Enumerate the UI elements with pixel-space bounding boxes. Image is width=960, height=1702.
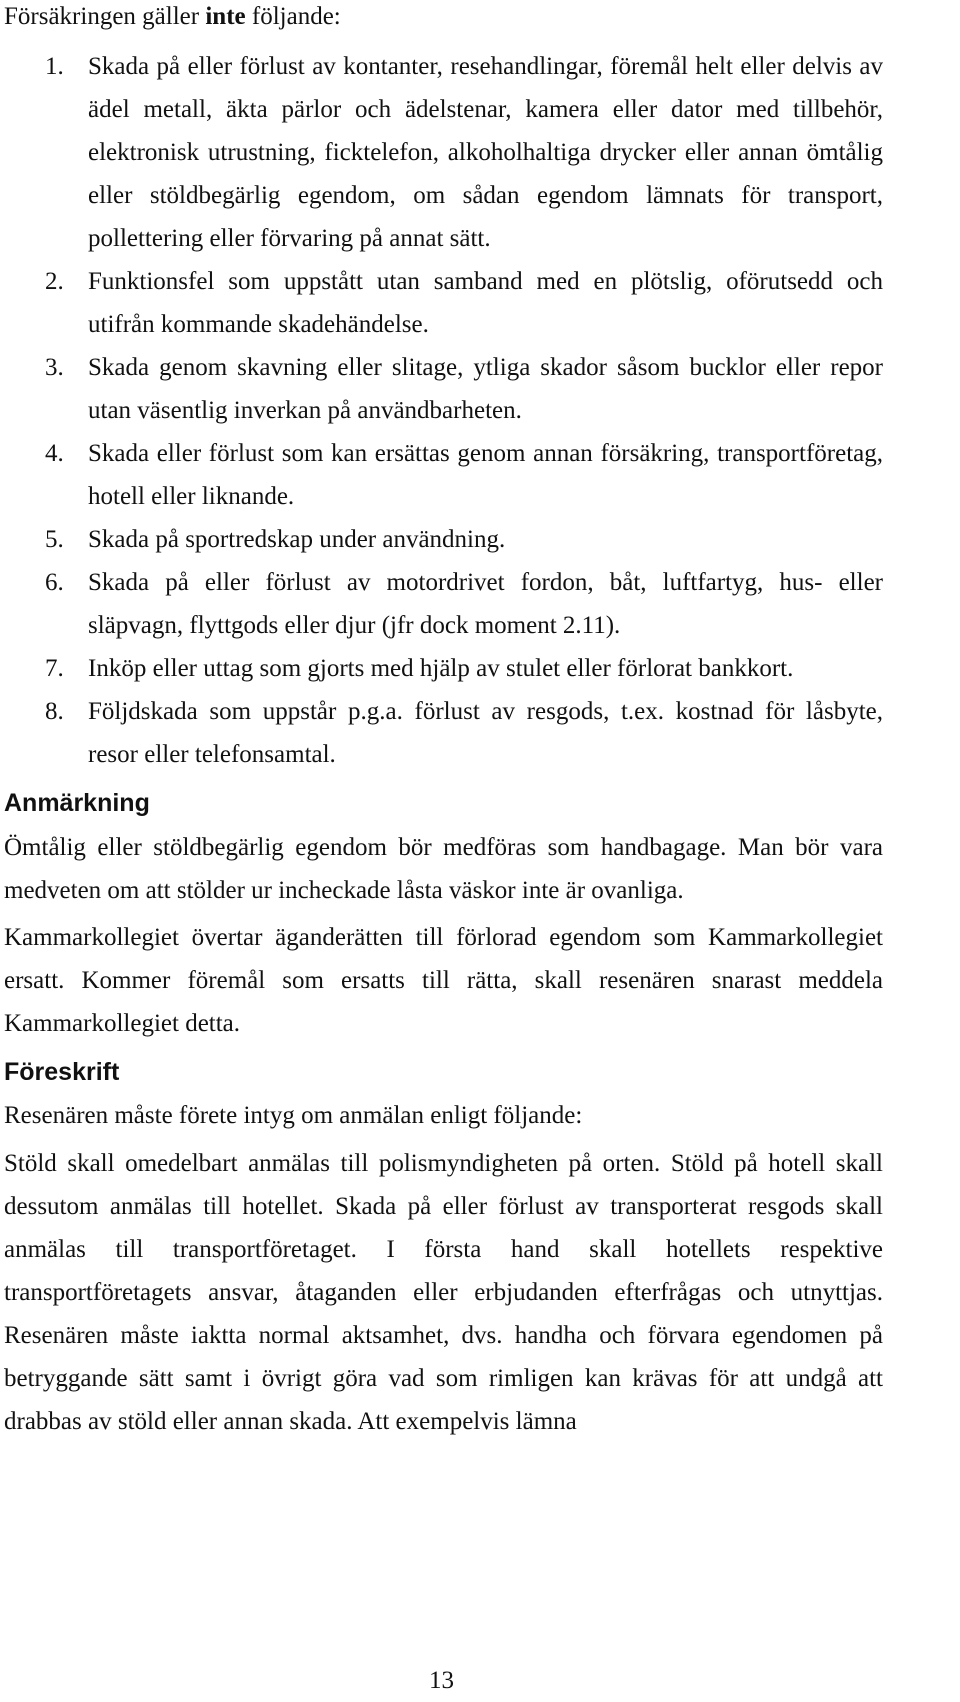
list-item-number: 7.	[45, 655, 64, 682]
list-item-text: Funktionsfel som uppstått utan samband med en plötslig, oförutsedd och utifrån kommande skadehändelse.	[88, 268, 883, 338]
intro-suffix: följande:	[245, 3, 341, 30]
list-item-text: Skada på sportredskap under användning.	[88, 526, 506, 553]
list-item	[0, 690, 883, 776]
list-item	[0, 561, 883, 647]
list-item-number: 8.	[45, 698, 64, 725]
list-item-text: Inköp eller uttag som gjorts med hjälp av stulet eller förlorat bankkort.	[88, 655, 794, 682]
list-item-text: Följdskada som uppstår p.g.a. förlust av resgods, t.ex. kostnad för låsbyte, resor eller telefonsamtal.	[88, 698, 883, 768]
foreskrift-paragraph-1: Resenären måste förete intyg om anmälan enligt följande:	[4, 1102, 583, 1129]
foreskrift-paragraph-2: Stöld skall omedelbart anmälas till polismyndigheten på orten. Stöld på hotell skall dessutom anmälas till hotellet. Skada på eller förlust av transporterat resgods skall anmälas till transportföretaget. I första hand skall hotellets respektive transportföretagets ansvar, åtaganden eller erbjudanden efterfrågas och utnyttjas. Resenären måste iaktta normal aktsamhet, dvs. handha och förvara egendomen på betryggande sätt samt i övrigt göra vad som rimligen kan krävas för att undgå att drabbas av stöld eller annan skada. Att exempelvis lämna	[4, 1150, 883, 1435]
list-item-number: 1.	[45, 53, 64, 80]
intro-prefix: Försäkringen gäller	[4, 3, 206, 30]
list-item-text: Skada på eller förlust av kontanter, resehandlingar, föremål helt eller delvis av ädel metall, äkta pärlor och ädelstenar, kamera eller dator med tillbehör, elektronisk utrustning, ficktelefon, alkoholhaltiga drycker eller annan ömtålig eller stöldbegärlig egendom, om sådan egendom lämnats för transport, pollettering eller förvaring på annat sätt.	[88, 53, 883, 252]
anmarkning-paragraph-1: Ömtålig eller stöldbegärlig egendom bör medföras som handbagage. Man bör vara medveten om att stölder ur incheckade låsta väskor inte är ovanliga.	[4, 834, 883, 904]
list-item-number: 2.	[45, 268, 64, 295]
list-item-number: 5.	[45, 526, 64, 553]
intro-line	[4, 2, 341, 32]
list-item	[0, 432, 883, 518]
anmarkning-heading: Anmärkning	[4, 789, 150, 817]
list-item-text: Skada genom skavning eller slitage, ytliga skador såsom bucklor eller repor utan väsentlig inverkan på användbarheten.	[88, 354, 883, 424]
list-item-number: 4.	[45, 440, 64, 467]
list-item-number: 3.	[45, 354, 64, 381]
intro-emphasis: inte	[205, 3, 246, 30]
list-item	[0, 346, 883, 432]
list-item-text: Skada eller förlust som kan ersättas genom annan försäkring, transportföretag, hotell eller liknande.	[88, 440, 883, 510]
exclusion-list	[0, 45, 883, 776]
list-item-number: 6.	[45, 569, 64, 596]
list-item	[0, 260, 883, 346]
foreskrift-heading: Föreskrift	[4, 1058, 120, 1086]
list-item	[0, 647, 883, 690]
list-item	[0, 518, 883, 561]
page-number: 13	[429, 1667, 454, 1694]
anmarkning-paragraph-2: Kammarkollegiet övertar äganderätten till förlorad egendom som Kammarkollegiet ersatt. Kommer föremål som ersatts till rätta, skall resenären snarast meddela Kammarkollegiet detta.	[4, 924, 883, 1037]
list-item	[0, 45, 883, 260]
list-item-text: Skada på eller förlust av motordrivet fordon, båt, luftfartyg, hus- eller släpvagn, flyttgods eller djur (jfr dock moment 2.11).	[88, 569, 883, 639]
